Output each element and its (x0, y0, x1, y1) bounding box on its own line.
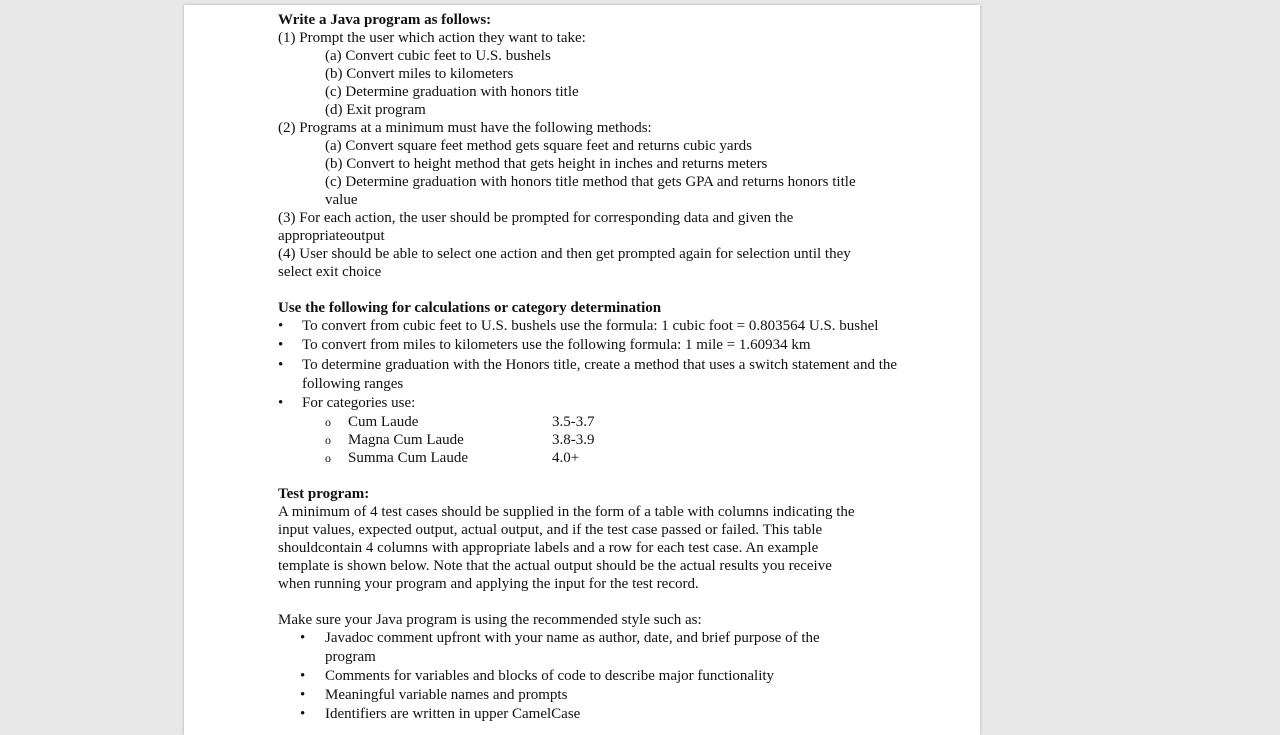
step-2c-line1: (c) Determine graduation with honors title method that gets GPA and returns honors title (325, 174, 856, 190)
category-name: Summa Cum Laude (348, 450, 468, 467)
style-bullet-4-text: Identifiers are written in upper CamelCase (325, 706, 581, 723)
calc-bullet-3-text (302, 356, 938, 395)
bullet-icon: • (278, 395, 284, 412)
step-1d: (d) Exit program (325, 102, 426, 118)
calc-bullet-3-line1: To determine graduation with the Honors title, create a method that uses a switch statement and the (302, 356, 898, 373)
test-line: template is shown below. Note that the actual output should be the actual results you receive (278, 558, 832, 575)
style-bullet-3-text: Meaningful variable names and prompts (325, 687, 568, 704)
style-bullet-1-line2: program (325, 649, 376, 666)
bullet-icon: • (278, 337, 284, 354)
circle-bullet-icon: o (325, 415, 331, 430)
test-line: when running your program and applying the input for the test record. (278, 576, 699, 593)
bullet-icon: • (300, 668, 306, 685)
calc-bullet-1 (278, 317, 938, 336)
calc-bullet-4 (278, 394, 938, 413)
calc-bullet-3 (278, 356, 938, 395)
calc-bullet-1-text: To convert from cubic feet to U.S. bushels use the formula: 1 cubic foot = 0.803564 U.S. bushel (302, 318, 879, 334)
spacer (278, 467, 938, 485)
style-bullet-1-line1: Javadoc comment upfront with your name as author, date, and brief purpose of the (325, 630, 820, 647)
style-intro: Make sure your Java program is using the recommended style such as: (278, 612, 702, 629)
assignment-heading: Write a Java program as follows: (278, 12, 492, 28)
document-page (184, 5, 980, 735)
style-bullet-1 (278, 629, 938, 667)
bullet-icon: • (300, 706, 306, 723)
bullet-icon: • (300, 687, 306, 704)
style-bullet-2 (278, 667, 938, 686)
bullet-icon: • (278, 318, 284, 334)
calc-heading: Use the following for calculations or category determination (278, 300, 662, 316)
category-range: 3.8-3.9 (552, 432, 595, 449)
test-line: A minimum of 4 test cases should be supplied in the form of a table with columns indicating the (278, 504, 855, 521)
calc-bullet-4-text: For categories use: (302, 395, 416, 412)
style-bullet-3 (278, 686, 938, 705)
document-content (278, 11, 938, 724)
style-bullet-4 (278, 705, 938, 724)
step-1a: (a) Convert cubic feet to U.S. bushels (325, 48, 551, 64)
step-2a: (a) Convert square feet method gets square feet and returns cubic yards (325, 138, 752, 154)
circle-bullet-icon: o (325, 433, 331, 448)
step-3-line2: appropriateoutput (278, 228, 385, 244)
calc-bullet-2-text: To convert from miles to kilometers use the following formula: 1 mile = 1.60934 km (302, 337, 811, 354)
category-row (278, 431, 938, 449)
step-1b: (b) Convert miles to kilometers (325, 66, 514, 82)
step-3-line1: (3) For each action, the user should be prompted for corresponding data and given the (278, 210, 794, 226)
test-line: shouldcontain 4 columns with appropriate labels and a row for each test case. An example (278, 540, 819, 557)
step-4-line1: (4) User should be able to select one action and then get prompted again for selection until they (278, 246, 851, 262)
step-1c: (c) Determine graduation with honors title (325, 84, 579, 100)
step-2b: (b) Convert to height method that gets height in inches and returns meters (325, 156, 768, 172)
style-bullet-2-text: Comments for variables and blocks of code to describe major functionality (325, 668, 775, 685)
spacer (278, 281, 938, 299)
category-range: 3.5-3.7 (552, 414, 595, 431)
category-row (278, 413, 938, 431)
bullet-icon: • (300, 630, 306, 647)
test-line: input values, expected output, actual output, and if the test case passed or failed. This table (278, 522, 823, 539)
calc-bullet-3-line2: following ranges (302, 375, 404, 392)
step-2: (2) Programs at a minimum must have the following methods: (278, 120, 652, 136)
category-name: Magna Cum Laude (348, 432, 464, 449)
category-name: Cum Laude (348, 414, 419, 431)
category-range: 4.0+ (552, 450, 580, 467)
spacer (278, 593, 938, 611)
calc-bullet-2 (278, 336, 938, 355)
step-1: (1) Prompt the user which action they want to take: (278, 30, 586, 46)
style-bullet-1-text (325, 629, 938, 667)
category-row (278, 449, 938, 467)
test-heading: Test program: (278, 486, 370, 503)
step-4-line2: select exit choice (278, 264, 382, 280)
step-2c-line2: value (325, 192, 358, 208)
bullet-icon: • (278, 356, 284, 373)
circle-bullet-icon: o (325, 451, 331, 466)
